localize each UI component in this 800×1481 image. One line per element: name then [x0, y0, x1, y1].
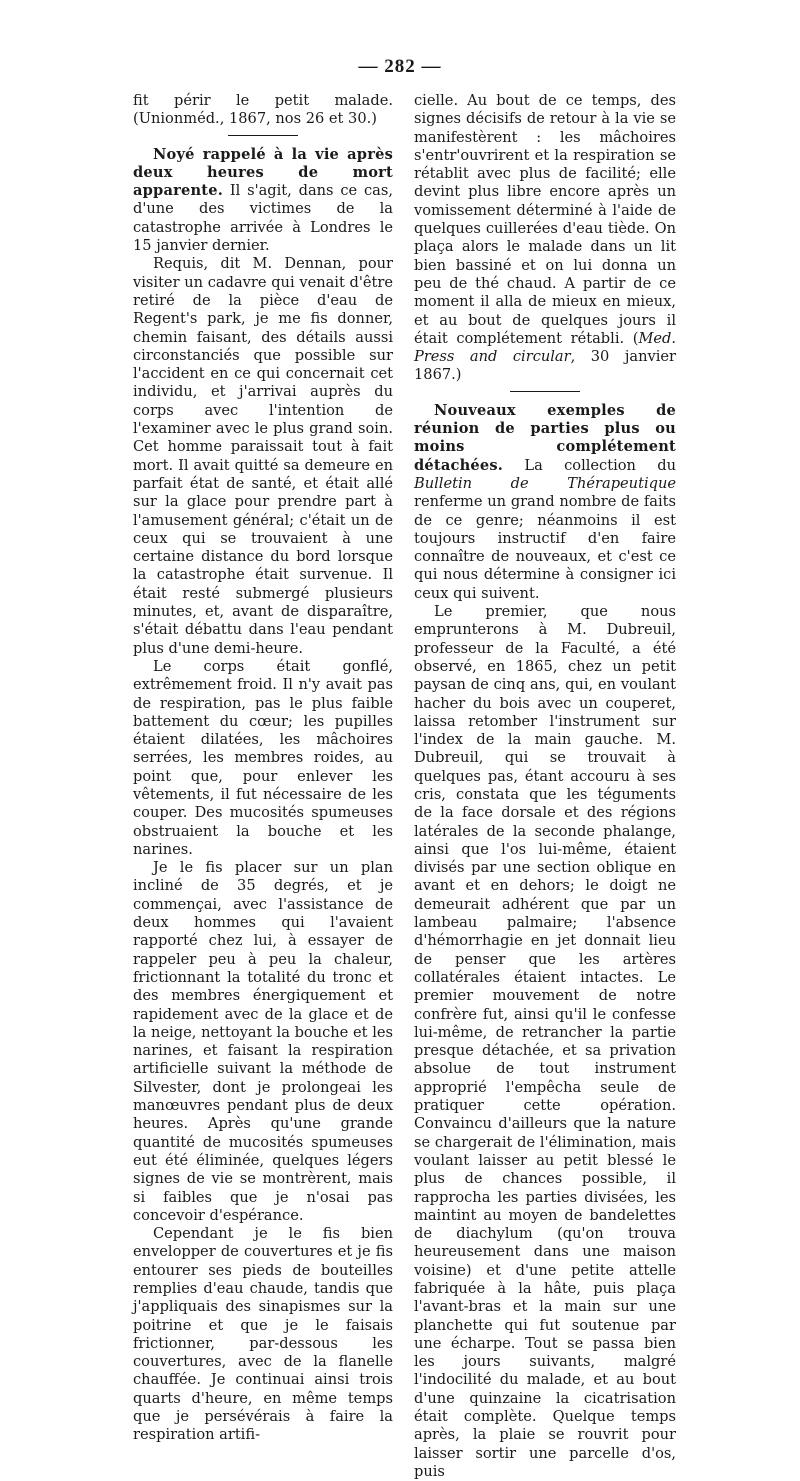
article-lead-b: renferme un grand nombre de faits de ce genre; néanmoins il est toujours instructif d'en faire connaître de nouveaux, et c'est ce qui nous détermine à consigner ici ceux qui suivent.	[414, 493, 676, 602]
citation-date: , 30 janvier 1867.)	[414, 348, 676, 384]
section-divider	[228, 135, 298, 136]
body-paragraph: Cependant je le fis bien envelopper de couvertures et je fis entourer ses pieds de bouteilles remplies d'eau chaude, tandis que j'appliquais des sinapismes sur la poitrine et que je le faisais frictionner, par-dessous les couvertures, avec de la flanelle chauffée. Je continuai ainsi trois quarts d'heure, en même temps que je persévérais à faire la respiration artifi-	[133, 1225, 393, 1444]
body-paragraph: Le premier, que nous emprunterons à M. Dubreuil, professeur de la Faculté, a été observé, en 1865, chez un petit paysan de cinq ans, qui, en voulant hacher du bois avec un couperet, laissa retomber l'instrument sur l'index de la main gauche. M. Dubreuil, qui se trouvait à quelques pas, étant accouru à ses cris, constata que les téguments de la face dorsale et des régions latérales de la seconde phalange, ainsi que l'os lui-même, étaient divisés par une section oblique en avant et en dehors; le doigt ne demeurait adhérent que par un lambeau palmaire; l'absence d'hémorrhagie en jet donnait lieu de penser que les artères collatérales étaient intactes. Le premier mouvement de notre confrère fut, ainsi qu'il le confesse lui-même, de retrancher la partie presque détachée, et sa privation absolue de tout instrument approprié l'empêcha seule de pratiquer cette opération. Convaincu d'ailleurs que la nature se chargerait de l'élimination, mais voulant laisser au petit blessé le plus de chances possible, il rapprocha les parties divisées, les maintint au moyen de bandelettes de diachylum (qu'on trouva heureusement dans une maison voisine) et d'une petite attelle fabriquée à la hâte, puis plaça l'avant-bras et la main sur une planchette qui fut soutenue par une écharpe. Tout se passa bien les jours suivants, malgré l'indocilité du malade, et au bout d'une quinzaine la cicatrisation était complète. Quelque temps après, la plaie se rouvrit pour laisser sortir une parcelle d'os, puis	[414, 603, 676, 1480]
body-paragraph: Le corps était gonflé, extrêmement froid. Il n'y avait pas de respiration, pas le plus faible battement du cœur; les pupilles étaient dilatées, les mâchoires serrées, les membres roides, au point que, pour enlever les vêtements, il fut nécessaire de les couper. Des mucosités spumeuses obstruaient la bouche et les narines.	[133, 657, 393, 858]
article-reunion-parts	[414, 402, 676, 603]
article-heading: Noyé rappelé à la vie après deux heures de mort apparente.	[133, 145, 393, 200]
citation-source: Med. Press and circular	[414, 329, 676, 366]
article-drowned-man	[133, 146, 393, 256]
intro-paragraph: fit périr le petit malade. (Unionméd., 1867, nos 26 et 30.)	[133, 92, 393, 128]
section-divider	[510, 391, 580, 392]
body-paragraph: Requis, dit M. Dennan, pour visiter un cadavre qui venait d'être retiré de la pièce d'eau de Regent's park, je me fis donner, chemin faisant, des détails aussi circonstanciés que possible sur l'accident en ce qui concernait cet individu, et j'arrivai auprès du corps avec l'intention de l'examiner avec le plus grand soin. Cet homme paraissait tout à fait mort. Il avait quitté sa demeure en parfait état de santé, et était allé sur la glace pour prendre part à l'amusement général; c'était un de ceux qui se trouvaient à une certaine distance du bord lorsque la catastrophe était survenue. Il était resté submergé plusieurs minutes, et, avant de disparaître, s'était débattu dans l'eau pendant plus d'une demi-heure.	[133, 255, 393, 657]
right-column	[414, 92, 676, 1481]
bulletin-title: Bulletin de Thérapeutique	[414, 474, 676, 492]
page-number: — 282 —	[358, 56, 442, 77]
left-column	[133, 92, 393, 1445]
article-heading: Nouveaux exemples de réunion de parties plus ou moins complétement détachées.	[414, 401, 676, 474]
continuation-paragraph	[414, 92, 676, 385]
continuation-text: cielle. Au bout de ce temps, des signes décisifs de retour à la vie se manifestèrent : les mâchoires s'entr'ouvrirent et la respiration se rétablit avec plus de facilité; elle devint plus libre encore après un vomissement déterminé à l'aide de quelques cuillerées d'eau tiède. On plaça alors le malade dans un lit bien bassiné et on lui donna un peu de thé chaud. A partir de ce moment il alla de mieux en mieux, et au bout de quelques jours il était complétement rétabli. (	[414, 92, 676, 347]
body-paragraph: Je le fis placer sur un plan incliné de 35 degrés, et je commençai, avec l'assistance de deux hommes qui l'avaient rapporté chez lui, à essayer de rappeler peu à peu la chaleur, frictionnant la totalité du tronc et des membres énergiquement et rapidement avec de la glace et de la neige, nettoyant la bouche et les narines, et faisant la respiration artificielle suivant la méthode de Silvester, dont je prolongeai les manœuvres pendant plus de deux heures. Après qu'une grande quantité de mucosités spumeuses eut été éliminée, quelques légers signes de vie se montrèrent, mais si faibles que je n'osai pas concevoir d'espérance.	[133, 859, 393, 1224]
article-lead: Il s'agit, dans ce cas, d'une des victimes de la catastrophe arrivée à Londres le 15 janvier dernier.	[133, 182, 393, 255]
article-lead-a: La collection du	[503, 456, 676, 474]
